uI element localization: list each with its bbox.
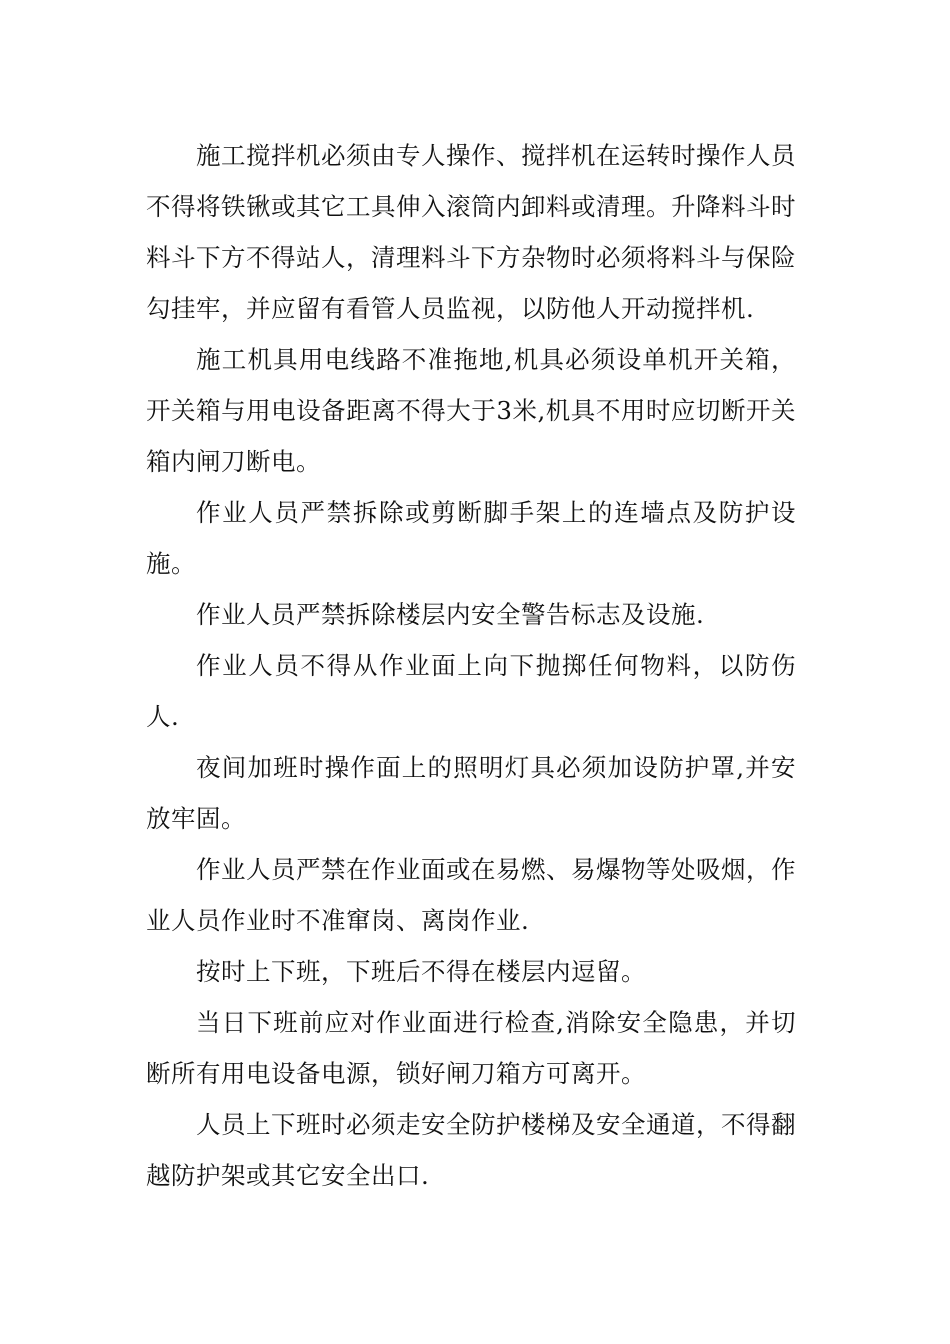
paragraph-work-hours: 按时上下班，下班后不得在楼层内逗留。 bbox=[196, 957, 646, 986]
paragraph-night-lighting: 夜间加班时操作面上的照明灯具必须加设防护罩,并安放牢固。 bbox=[146, 753, 796, 833]
paragraph-scaffold-ties: 作业人员严禁拆除或剪断脚手架上的连墙点及防护设施。 bbox=[146, 498, 796, 578]
paragraph-mixer-safety: 施工搅拌机必须由专人操作、搅拌机在运转时操作人员不得将铁锹或其它工具伸入滚筒内卸料或清理。升降料斗时料斗下方不得站人，清理料斗下方杂物时必须将料斗与保险勾挂牢，并应留有看管人员监视，以防他人开动搅拌机. bbox=[146, 141, 796, 323]
paragraph-warning-signs: 作业人员严禁拆除楼层内安全警告标志及设施. bbox=[196, 600, 705, 629]
paragraph-electrical-lines: 施工机具用电线路不准拖地,机具必须设单机开关箱，开关箱与用电设备距离不得大于3米,机具不用时应切断开关箱内闸刀断电。 bbox=[146, 345, 796, 476]
paragraph-safe-passage: 人员上下班时必须走安全防护楼梯及安全通道，不得翻越防护架或其它安全出口. bbox=[146, 1110, 796, 1190]
paragraph-no-smoking: 作业人员严禁在作业面或在易燃、易爆物等处吸烟，作业人员作业时不准窜岗、离岗作业. bbox=[146, 855, 796, 935]
paragraph-no-throwing: 作业人员不得从作业面上向下抛掷任何物料，以防伤人. bbox=[146, 651, 796, 731]
paragraph-end-of-day-check: 当日下班前应对作业面进行检查,消除安全隐患，并切断所有用电设备电源，锁好闸刀箱方可离开。 bbox=[146, 1008, 796, 1088]
document-body bbox=[146, 130, 796, 1201]
